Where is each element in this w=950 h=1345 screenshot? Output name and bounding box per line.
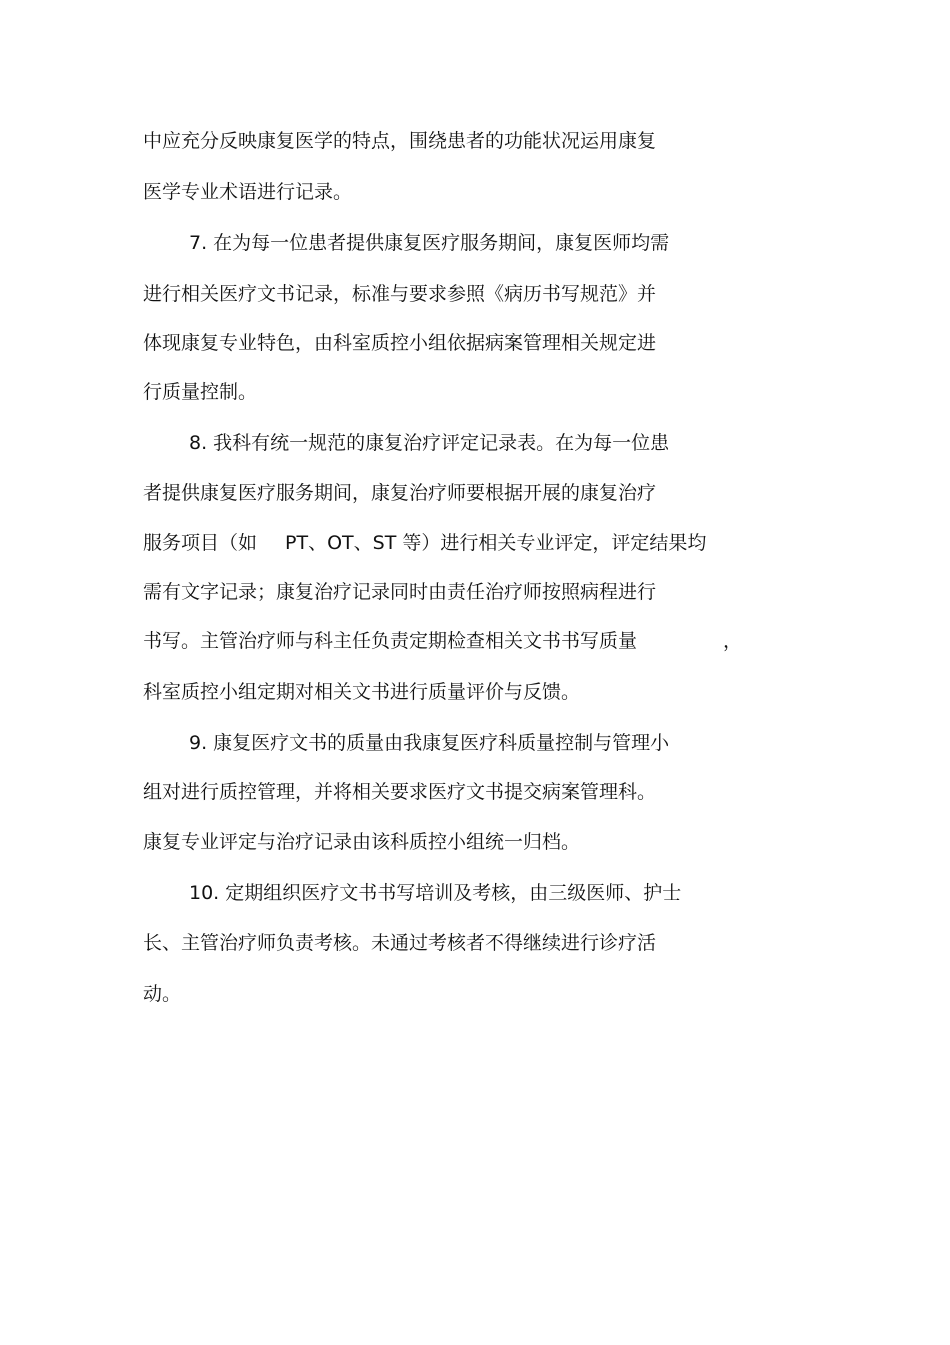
text-segment: PT、OT、ST 等）进行相关专业评定，评定结果均: [285, 532, 707, 554]
text-line: 医学专业术语进行记录。: [143, 181, 353, 203]
text-segment: 服务项目（如: [143, 532, 258, 554]
text-line: [143, 629, 742, 653]
text-line: 需有文字记录；康复治疗记录同时由责任治疗师按照病程进行: [143, 581, 657, 603]
text-line: 进行相关医疗文书记录，标准与要求参照《病历书写规范》并: [143, 283, 657, 305]
text-line: 长、主管治疗师负责考核。未通过考核者不得继续进行诊疗活: [143, 932, 657, 954]
text-segment: ，: [723, 630, 743, 652]
text-line: 组对进行质控管理，并将相关要求医疗文书提交病案管理科。: [143, 781, 657, 803]
item-7-line: 7. 在为每一位患者提供康复医疗服务期间，康复医师均需: [189, 232, 670, 254]
text-line: 者提供康复医疗服务期间，康复治疗师要根据开展的康复治疗: [143, 482, 657, 504]
text-line: 康复专业评定与治疗记录由该科质控小组统一归档。: [143, 831, 581, 853]
item-10-line: 10. 定期组织医疗文书书写培训及考核，由三级医师、护士: [189, 882, 682, 904]
item-8-line: 8. 我科有统一规范的康复治疗评定记录表。在为每一位患: [189, 432, 670, 454]
text-line: 体现康复专业特色，由科室质控小组依据病案管理相关规定进: [143, 332, 657, 354]
text-segment: 书写。主管治疗师与科主任负责定期检查相关文书书写质量: [143, 630, 638, 652]
text-line: 动。: [143, 983, 182, 1005]
text-line: 中应充分反映康复医学的特点，围绕患者的功能状况运用康复: [143, 130, 657, 152]
item-9-line: 9. 康复医疗文书的质量由我康复医疗科质量控制与管理小: [189, 732, 670, 754]
text-line: 科室质控小组定期对相关文书进行质量评价与反馈。: [143, 681, 581, 703]
text-line: 行质量控制。: [143, 381, 258, 403]
text-line: [143, 531, 706, 555]
